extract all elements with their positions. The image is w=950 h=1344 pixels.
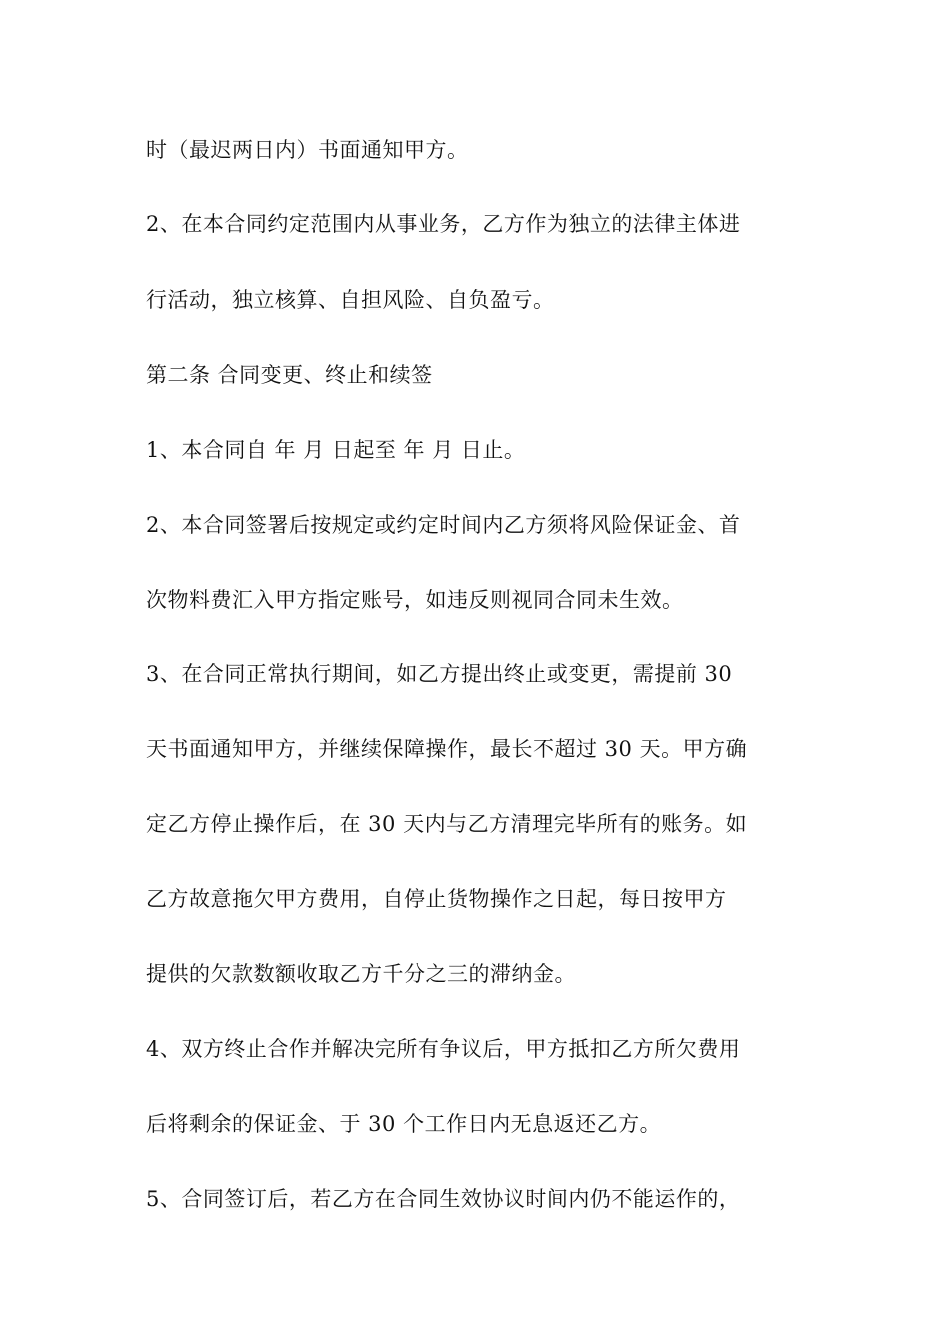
text-line: 5、合同签订后，若乙方在合同生效协议时间内仍不能运作的， [146,1187,741,1211]
text-line: 乙方故意拖欠甲方费用，自停止货物操作之日起，每日按甲方 [146,887,727,911]
text-line: 行活动，独立核算、自担风险、自负盈亏。 [146,288,555,312]
text-line: 时（最迟两日内）书面通知甲方。 [146,138,469,162]
section-heading: 第二条 合同变更、终止和续签 [146,363,433,387]
text-line: 天书面通知甲方，并继续保障操作，最长不超过 30 天。甲方确 [146,737,748,761]
text-line: 4、双方终止合作并解决完所有争议后，甲方抵扣乙方所欠费用 [146,1037,741,1061]
text-line: 1、本合同自 年 月 日起至 年 月 日止。 [146,438,526,462]
text-line: 2、在本合同约定范围内从事业务，乙方作为独立的法律主体进 [146,212,741,236]
text-line: 2、本合同签署后按规定或约定时间内乙方须将风险保证金、首 [146,513,741,537]
text-line: 3、在合同正常执行期间，如乙方提出终止或变更，需提前 30 [146,662,733,686]
text-line: 次物料费汇入甲方指定账号，如违反则视同合同未生效。 [146,588,684,612]
text-line: 提供的欠款数额收取乙方千分之三的滞纳金。 [146,962,576,986]
text-line: 后将剩余的保证金、于 30 个工作日内无息返还乙方。 [146,1112,662,1136]
text-line: 定乙方停止操作后，在 30 天内与乙方清理完毕所有的账务。如 [146,812,748,836]
